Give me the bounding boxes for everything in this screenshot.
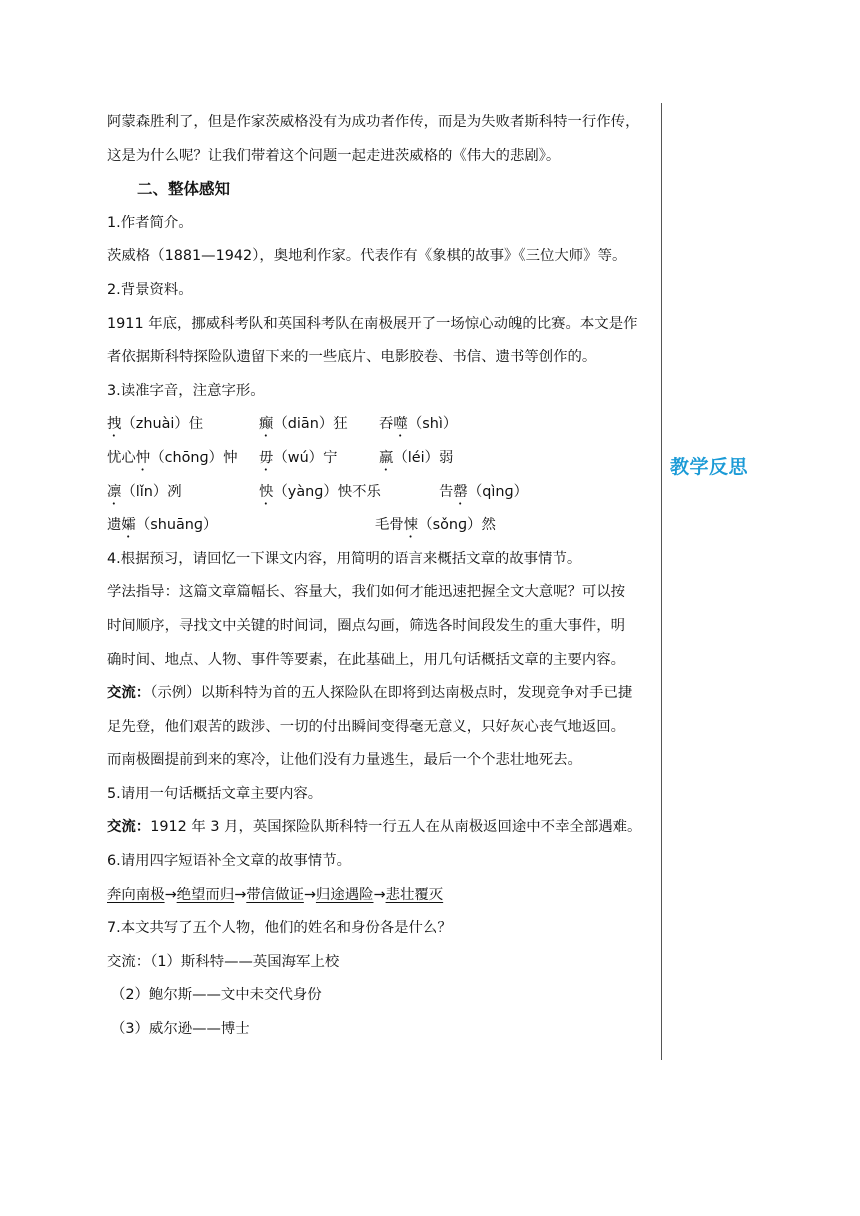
plot-steps xyxy=(107,881,659,915)
emphasized-character: 羸 xyxy=(379,449,394,466)
pinyin-item xyxy=(107,444,259,474)
pinyin-item xyxy=(107,478,259,508)
pinyin-characters: 毛骨悚 xyxy=(375,517,419,534)
q3-title: 3.读准字音，注意字形。 xyxy=(107,382,265,399)
emphasized-character: 悚 xyxy=(403,517,419,534)
q2-line-1: 1911 年底，挪威科考队和英国科考队在南极展开了一场惊心动魄的比赛。本文是作 xyxy=(107,315,638,332)
pinyin-characters: 遗孀 xyxy=(107,517,136,534)
emphasized-character: 凛 xyxy=(107,483,122,500)
pinyin-characters xyxy=(259,484,273,500)
pinyin-row xyxy=(107,410,659,444)
arrow-icon: → xyxy=(303,886,316,903)
pinyin-item xyxy=(259,444,379,474)
plot-step: 奔向南极 xyxy=(107,886,165,903)
pinyin-characters: 忧心忡 xyxy=(107,449,151,466)
q6-title: 6.请用四字短语补全文章的故事情节。 xyxy=(107,853,351,870)
pinyin-reading: （zhuài）住 xyxy=(121,416,204,433)
plot-step: 带信做证 xyxy=(246,886,304,903)
q2-title: 2.背景资料。 xyxy=(107,281,193,298)
pinyin-item xyxy=(439,478,528,508)
q4-answer-1 xyxy=(107,679,659,713)
pinyin-reading: （lǐn）冽 xyxy=(121,483,182,500)
emphasized-character: 怏 xyxy=(259,483,274,500)
pinyin-characters: 吞噬 xyxy=(379,416,408,433)
intro-line-1: 阿蒙森胜利了，但是作家茨威格没有为成功者作传，而是为失败者斯科特一行作传， xyxy=(107,114,640,130)
pinyin-item xyxy=(379,410,457,440)
q7-item-2: （2）鲍尔斯——文中未交代身份 xyxy=(111,987,322,1004)
q7-answer xyxy=(107,948,659,982)
pinyin-item xyxy=(375,511,496,541)
pinyin-reading: （sǒnɡ）然 xyxy=(418,517,496,534)
q4-guide-1: 学法指导：这篇文章篇幅长、容量大，我们如何才能迅速把握全文大意呢？可以按 xyxy=(107,584,626,601)
q5-title: 5.请用一句话概括文章主要内容。 xyxy=(107,785,323,802)
pinyin-row xyxy=(107,478,659,512)
emphasized-character: 罄 xyxy=(453,483,468,500)
pinyin-reading: （diān）狂 xyxy=(273,416,348,433)
pinyin-item xyxy=(107,410,259,440)
q5-answer xyxy=(107,813,659,847)
pinyin-characters xyxy=(107,416,121,432)
emphasized-character: 忡 xyxy=(135,449,151,466)
pinyin-reading: （shuānɡ） xyxy=(135,517,218,534)
q4-answer-2: 足先登，他们艰苦的跋涉、一切的付出瞬间变得毫无意义，只好灰心丧气地返回。 xyxy=(107,718,626,735)
emphasized-character: 拽 xyxy=(107,416,122,433)
pinyin-table xyxy=(107,410,659,544)
arrow-icon: → xyxy=(373,886,386,903)
arrow-icon: → xyxy=(164,886,177,903)
pinyin-reading: （wú）宁 xyxy=(273,449,338,466)
pinyin-item xyxy=(379,444,453,474)
q4-answer-3: 而南极圈提前到来的寒冷，让他们没有力量逃生，最后一个个悲壮地死去。 xyxy=(107,752,582,769)
pinyin-reading: （chōnɡ）忡 xyxy=(150,449,238,466)
answer-text: 1912 年 3 月，英国探险队斯科特一行五人在从南极返回途中不幸全部遇难。 xyxy=(150,819,642,836)
pinyin-reading: （qìnɡ） xyxy=(467,483,528,500)
emphasized-character: 癫 xyxy=(259,416,274,433)
section-heading: 二、整体感知 xyxy=(137,180,231,199)
pinyin-item xyxy=(259,478,439,508)
emphasized-character: 毋 xyxy=(259,449,274,466)
teaching-reflection-label: 教学反思 xyxy=(670,456,749,478)
q2-line-2: 者依据斯科特探险队遗留下来的一些底片、电影胶卷、书信、遗书等创作的。 xyxy=(107,349,597,366)
pinyin-reading: （yànɡ）怏不乐 xyxy=(273,483,381,500)
q7-item-3: （3）威尔逊——博士 xyxy=(111,1021,250,1038)
q4-title: 4.根据预习，请回忆一下课文内容，用简明的语言来概括文章的故事情节。 xyxy=(107,550,582,567)
q1-title: 1.作者简介。 xyxy=(107,214,193,231)
plot-step: 悲壮覆灭 xyxy=(385,886,444,903)
emphasized-character: 孀 xyxy=(121,517,136,534)
q4-guide-2: 时间顺序，寻找文中关键的时间词，圈点勾画，筛选各时间段发生的重大事件，明 xyxy=(107,617,626,634)
plot-step: 绝望而归 xyxy=(176,886,235,903)
answer-text: （示例）以斯科特为首的五人探险队在即将到达南极点时，发现竞争对手已捷 xyxy=(150,685,633,702)
arrow-icon: → xyxy=(234,886,247,903)
pinyin-characters xyxy=(259,416,273,432)
pinyin-characters: 告罄 xyxy=(439,483,468,500)
answer-item-1: （1）斯科特——英国海军上校 xyxy=(150,953,340,970)
pinyin-row xyxy=(107,444,659,478)
emphasized-character: 噬 xyxy=(393,416,408,433)
pinyin-characters xyxy=(107,484,121,500)
lesson-content xyxy=(107,108,659,1049)
pinyin-item xyxy=(259,410,379,440)
answer-label: 交流： xyxy=(107,819,151,836)
answer-label: 交流： xyxy=(107,953,151,970)
pinyin-row xyxy=(107,511,659,545)
pinyin-reading: （léi）弱 xyxy=(393,449,454,466)
q7-title: 7.本文共写了五个人物，他们的姓名和身份各是什么？ xyxy=(107,920,452,937)
q4-guide-3: 确时间、地点、人物、事件等要素，在此基础上，用几句话概括文章的主要内容。 xyxy=(107,651,626,668)
q1-text: 茨威格（1881—1942），奥地利作家。代表作有《象棋的故事》《三位大师》等。 xyxy=(107,248,627,265)
answer-label: 交流： xyxy=(107,685,151,702)
intro-line-2: 这是为什么呢？让我们带着这个问题一起走进茨威格的《伟大的悲剧》。 xyxy=(107,147,561,164)
pinyin-item xyxy=(107,511,375,541)
plot-step: 归途遇险 xyxy=(315,886,374,903)
pinyin-characters xyxy=(259,450,273,466)
pinyin-reading: （shì） xyxy=(407,416,458,433)
column-divider xyxy=(661,103,662,1060)
pinyin-characters xyxy=(379,450,393,466)
